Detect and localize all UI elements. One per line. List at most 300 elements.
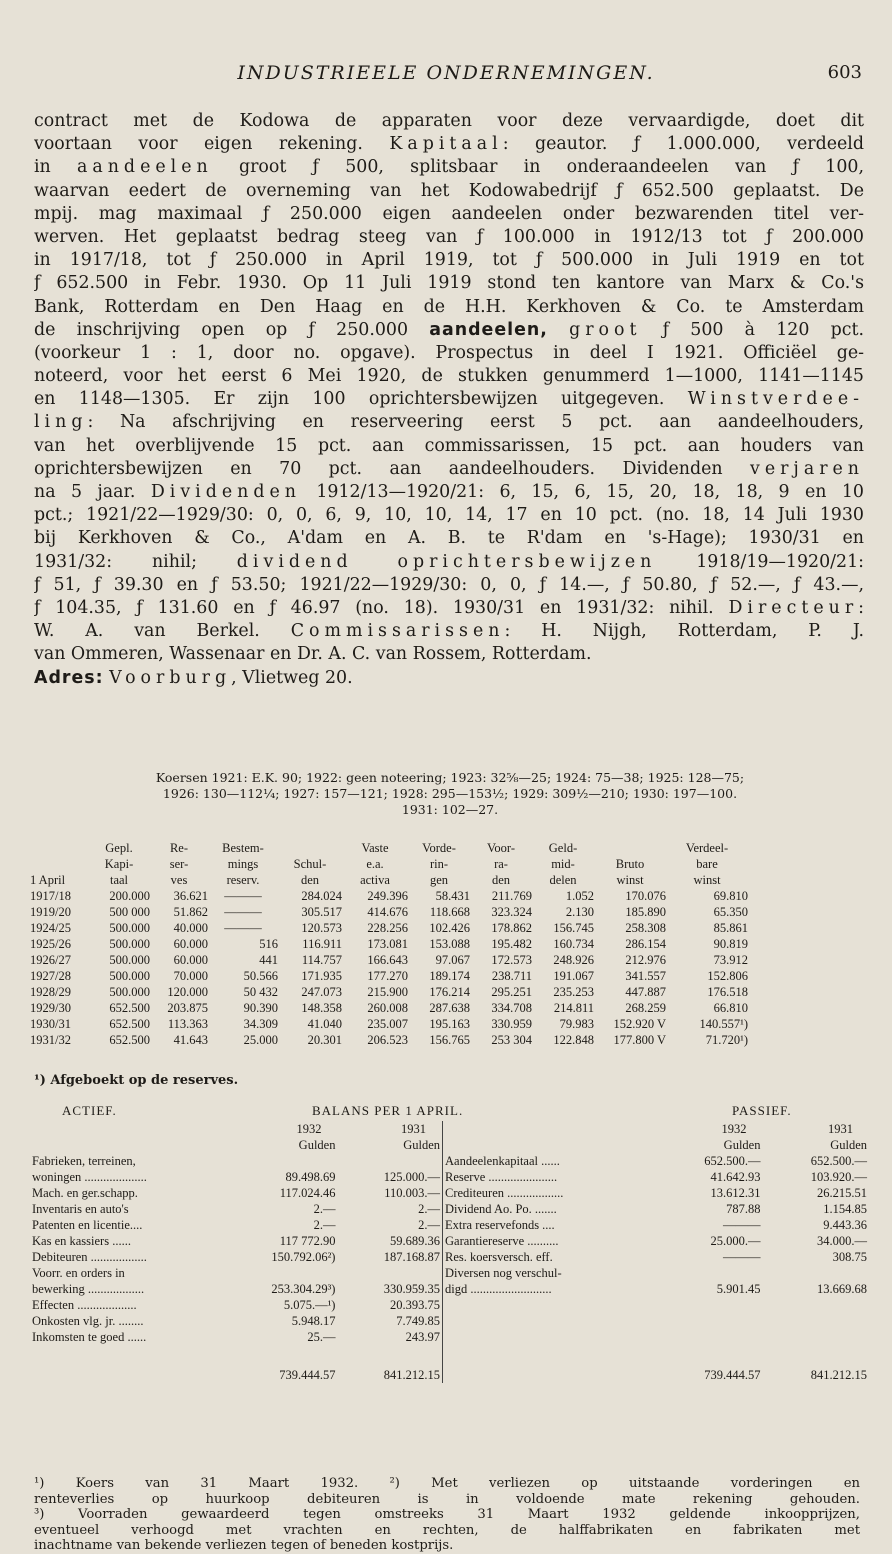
text-run: pct.; 1921/22—1929/30: 0, 0, 6, 9, 10, 10, 14, 17 en 10 pct. (no. 18, 14 Juli 1930: [34, 505, 864, 526]
header-cell: delen: [549, 873, 577, 887]
text-run: [548, 320, 569, 340]
balance-item-label: Debiteuren ..................: [32, 1250, 147, 1264]
value-cell: 185.890: [625, 905, 666, 919]
actief-title: ACTIEF.: [62, 1103, 117, 1118]
balance-value: 89.498.69: [285, 1170, 336, 1184]
header-cell: [30, 840, 88, 856]
body-line: [34, 319, 864, 342]
year-cell: 1931/32: [30, 1033, 71, 1047]
table-row: [443, 1201, 867, 1217]
value-cell: 152.920 V: [613, 1017, 666, 1031]
value-cell: 214.811: [553, 1001, 594, 1015]
spaced-keyword: groot: [569, 319, 642, 340]
value-cell: 160.734: [553, 937, 594, 951]
value-cell: 195.482: [491, 937, 532, 951]
body-line: [34, 133, 864, 156]
value-cell: 148.358: [301, 1001, 342, 1015]
value-cell: 156.765: [429, 1033, 470, 1047]
balance-item-label: Dividend Ao. Po. .......: [445, 1202, 557, 1216]
table-row: [30, 984, 748, 1000]
header-cell: gen: [429, 873, 449, 887]
value-cell: 122.848: [553, 1033, 594, 1047]
header-cell: ves: [170, 873, 188, 887]
value-cell: 253 304: [491, 1033, 532, 1047]
balance-value: 308.75: [832, 1250, 867, 1264]
header-cell: ra-: [494, 857, 508, 871]
table-row: [443, 1281, 867, 1297]
header-cell: e.a.: [366, 857, 384, 871]
year-heading: 1932: [296, 1122, 322, 1136]
header-cell: den: [300, 873, 320, 887]
table-row: [30, 1249, 440, 1265]
value-cell: 152.806: [707, 969, 748, 983]
header-cell: activa: [360, 873, 390, 887]
header-cell: Vaste: [361, 841, 389, 855]
body-line: [34, 272, 864, 295]
balance-item-label: Diversen nog verschul-: [445, 1266, 562, 1280]
balance-total-row: [443, 1361, 867, 1383]
balance-value: 187.168.87: [383, 1250, 440, 1264]
balance-value: [229, 1265, 336, 1281]
value-cell: 120.000: [167, 985, 208, 999]
body-line: [34, 203, 864, 226]
year-heading: 1932: [721, 1122, 747, 1136]
year-heading: 1931: [828, 1122, 853, 1136]
header-cell: Geld-: [548, 841, 578, 855]
body-line: [34, 504, 864, 527]
value-cell: 71.720¹): [705, 1033, 748, 1047]
header-cell: bare: [696, 857, 718, 871]
header-cell: taal: [109, 873, 129, 887]
balance-value: 13.612.31: [710, 1186, 761, 1200]
value-cell: 58.431: [435, 889, 470, 903]
header-cell: Gepl.: [105, 841, 133, 855]
balance-value: [666, 1265, 760, 1281]
balance-total-row: [30, 1361, 440, 1383]
value-cell: 235.007: [367, 1017, 408, 1031]
header-cell: rin-: [429, 857, 449, 871]
body-line: [34, 551, 864, 574]
text-run: :: [858, 597, 864, 618]
value-cell: 140.557¹): [699, 1017, 748, 1031]
company-description: [34, 110, 864, 690]
balance-value: 7.749.85: [396, 1314, 440, 1328]
note-line: inachtname van bekende verliezen tegen of beneden kostprijs.: [34, 1538, 454, 1553]
financial-table-header-row: [30, 856, 748, 872]
table-row: [30, 920, 748, 936]
text-run: 1931/32: nihil;: [34, 551, 237, 572]
value-cell: 50 432: [243, 985, 278, 999]
balance-item-label: Kas en kassiers ......: [32, 1234, 131, 1248]
bold-keyword: Adres:: [34, 667, 104, 688]
value-cell: 25.000: [243, 1033, 278, 1047]
table-row: [443, 1169, 867, 1185]
page-header: [0, 60, 892, 88]
table-row: [30, 1313, 440, 1329]
text-run: de inschrijving open op ƒ 250.000: [34, 319, 430, 340]
table-row: [30, 1265, 440, 1281]
body-line: [34, 667, 864, 690]
header-cell: winst: [616, 873, 644, 887]
body-line: [34, 249, 864, 272]
financial-table-header-row: [30, 840, 748, 856]
value-cell: 73.912: [713, 953, 748, 967]
koersen-block: [40, 770, 860, 818]
balance-value: 253.304.29³): [271, 1282, 336, 1296]
value-cell: 170.076: [625, 889, 666, 903]
header-cell: Bruto: [615, 857, 645, 871]
spaced-keyword: ling: [34, 412, 88, 433]
table-row: [30, 1281, 440, 1297]
financial-table-header-row: [30, 872, 748, 888]
header-cell: 1 April: [30, 873, 66, 887]
value-cell: 176.518: [707, 985, 748, 999]
note-line: ¹) Koers van 31 Maart 1932. ²) Met verliezen op uitstaande vorderingen en: [34, 1476, 860, 1491]
balance-value: 2.—: [418, 1202, 440, 1216]
value-cell: 305.517: [301, 905, 342, 919]
balance-item-label: bewerking ..................: [32, 1282, 145, 1296]
value-cell: 36.621: [173, 889, 208, 903]
balance-value: ———: [722, 1218, 761, 1232]
value-cell: 156.745: [553, 921, 594, 935]
balance-value: 2.—: [418, 1218, 440, 1232]
text-run: , Vlietweg 20.: [231, 667, 353, 688]
body-line: [34, 156, 864, 179]
balance-value: 117.024.46: [279, 1186, 336, 1200]
spacer-row: [443, 1329, 867, 1345]
balance-title: BALANS PER 1 APRIL.: [312, 1103, 464, 1118]
value-cell: 500.000: [109, 969, 150, 983]
text-run: oprichtersbewijzen en 70 pct. aan aandeelhouders. Dividenden: [34, 458, 750, 479]
value-cell: ———: [224, 921, 262, 935]
balance-value: 125.000.—: [383, 1170, 440, 1184]
spacer-row: [443, 1345, 867, 1361]
spacer-row: [443, 1297, 867, 1313]
year-heading: 1931: [401, 1122, 426, 1136]
balance-value: [335, 1265, 440, 1281]
text-run: waarvan eedert de overneming van het Kodowabedrijf ƒ 652.500 geplaatst. De: [34, 180, 864, 201]
note-line: eventueel verhoogd met vrachten en rechten, de halffabrikaten en fabrikaten met: [34, 1522, 860, 1538]
body-line: [34, 388, 864, 411]
value-cell: 2.130: [565, 905, 594, 919]
value-cell: 260.008: [367, 1001, 408, 1015]
unit-heading: Gulden: [403, 1138, 440, 1152]
table-row: [30, 1185, 440, 1201]
value-cell: 166.643: [367, 953, 408, 967]
value-cell: 191.067: [553, 969, 594, 983]
balance-notes: [34, 1476, 860, 1554]
balance-value: 150.792.06²): [271, 1250, 336, 1264]
year-cell: 1924/25: [30, 921, 71, 935]
header-cell: Kapi-: [104, 857, 134, 871]
balance-total: 841.212.15: [383, 1368, 440, 1382]
header-cell: [278, 840, 342, 856]
text-run: in 1917/18, tot ƒ 250.000 in April 1919, tot ƒ 500.000 in Juli 1919 en tot: [34, 250, 864, 271]
balance-value: 20.393.75: [390, 1298, 440, 1312]
bold-keyword: aandeelen,: [429, 319, 548, 340]
year-cell: 1925/26: [30, 937, 71, 951]
text-run: : Na afschrijving en reserveering eerst 5 pct. aan aandeelhouders,: [87, 412, 864, 433]
value-cell: 414.676: [367, 905, 408, 919]
balance-actief: [30, 1121, 440, 1383]
header-cell: Re-: [169, 841, 189, 855]
spaced-keyword: Kapitaal: [389, 134, 503, 155]
value-cell: 50.566: [243, 969, 278, 983]
value-cell: 200.000: [109, 889, 150, 903]
year-cell: 1927/28: [30, 969, 71, 983]
value-cell: 189.174: [429, 969, 470, 983]
balance-item-label: Effecten ...................: [32, 1298, 137, 1312]
koersen-line: 1931: 102—27.: [401, 802, 499, 817]
body-line: [34, 365, 864, 388]
balance-value: 34.000.—: [817, 1234, 867, 1248]
balance-value: 5.901.45: [716, 1282, 761, 1296]
header-cell: Voor-: [487, 841, 515, 855]
balance-header: [30, 1103, 866, 1121]
balance-value: ———: [722, 1250, 761, 1264]
balance-years-row: [30, 1121, 440, 1137]
value-cell: 441: [259, 953, 278, 967]
balance-value: 1.154.85: [823, 1202, 867, 1216]
value-cell: 286.154: [625, 937, 666, 951]
value-cell: 652.500: [109, 1017, 150, 1031]
table-row: [30, 968, 748, 984]
value-cell: 66.810: [713, 1001, 748, 1015]
balance-value: [760, 1265, 867, 1281]
unit-heading: Gulden: [298, 1138, 336, 1152]
unit-heading: Gulden: [723, 1138, 761, 1152]
running-title: INDUSTRIEELE ONDERNEMINGEN.: [237, 62, 655, 84]
value-cell: 153.088: [429, 937, 470, 951]
value-cell: 249.396: [367, 889, 408, 903]
header-cell: winst: [693, 873, 721, 887]
value-cell: 500.000: [109, 953, 150, 967]
text-run: mpij. mag maximaal ƒ 250.000 eigen aandeelen onder bezwarenden titel ver-: [34, 203, 864, 224]
value-cell: 447.887: [625, 985, 666, 999]
balance-item-label: Crediteuren ..................: [445, 1186, 564, 1200]
body-line: [34, 481, 864, 504]
header-cell: reserv.: [226, 873, 260, 887]
spaced-keyword: Winstverdee-: [687, 389, 864, 410]
value-cell: 60.000: [173, 937, 208, 951]
balance-value: 59.689.36: [390, 1234, 440, 1248]
value-cell: 203.875: [167, 1001, 208, 1015]
year-cell: 1917/18: [30, 889, 71, 903]
spaced-keyword: Dividenden: [150, 482, 301, 502]
text-run: Bank, Rotterdam en Den Haag en de H.H. Kerkhoven & Co. te Amsterdam: [34, 296, 864, 317]
value-cell: 172.573: [491, 953, 532, 967]
text-run: noteerd, voor het eerst 6 Mei 1920, de stukken genummerd 1—1000, 1141—1145: [34, 366, 864, 387]
spaced-keyword: Commissarissen: [290, 621, 505, 642]
value-cell: 235.253: [553, 985, 594, 999]
value-cell: 113.363: [167, 1017, 208, 1031]
balance-item-label: Inventaris en auto's: [32, 1202, 129, 1216]
year-cell: 1928/29: [30, 985, 71, 999]
table-row: [30, 1217, 440, 1233]
balance-item-label: Inkomsten te goed ......: [32, 1330, 147, 1344]
table-row: [30, 888, 748, 904]
body-line: [34, 620, 864, 643]
text-run: van Ommeren, Wassenaar en Dr. A. C. van Rossem, Rotterdam.: [34, 644, 592, 665]
value-cell: 341.557: [625, 969, 666, 983]
text-run: groot ƒ 500, splitsbaar in onderaandeelen van ƒ 100,: [212, 157, 864, 178]
financial-table: [30, 840, 748, 1048]
balance-value: 25.000.—: [710, 1234, 761, 1248]
spaced-keyword: dividend oprichtersbewijzen: [236, 551, 657, 572]
balance-value: 25.—: [307, 1330, 336, 1344]
value-cell: 212.976: [625, 953, 666, 967]
value-cell: 215.900: [367, 985, 408, 999]
actief-table: [30, 1121, 440, 1383]
balance-value: 2.—: [313, 1218, 336, 1232]
balance-value: 2.—: [313, 1202, 336, 1216]
balance-value: 41.642.93: [710, 1170, 761, 1184]
balance-value: [335, 1153, 440, 1169]
header-cell: mid-: [551, 857, 575, 871]
value-cell: 114.757: [301, 953, 342, 967]
value-cell: 238.711: [491, 969, 532, 983]
balance-item-label: Extra reservefonds ....: [445, 1218, 555, 1232]
passief-title: PASSIEF.: [732, 1103, 792, 1118]
body-line: [34, 296, 864, 319]
header-cell: Bestem-: [222, 841, 264, 855]
spaced-keyword: verjaren: [750, 458, 864, 479]
text-run: : geautor. ƒ 1.000.000, verdeeld: [502, 134, 864, 155]
value-cell: 206.523: [367, 1033, 408, 1047]
table-row: [30, 1201, 440, 1217]
table-row: [443, 1217, 867, 1233]
text-run: ƒ 104.35, ƒ 131.60 en ƒ 46.97 (no. 18). 1930/31 en 1931/32: nihil.: [34, 597, 729, 618]
page-number: 603: [827, 62, 862, 83]
balance-years-row: [443, 1121, 867, 1137]
balance-item-label: Aandeelenkapitaal ......: [445, 1154, 560, 1168]
balance-sheet: [30, 1103, 867, 1382]
balance-value: 5.948.17: [291, 1314, 336, 1328]
balance-total: 739.444.57: [704, 1368, 761, 1382]
body-line: [34, 411, 864, 434]
value-cell: 195.163: [429, 1017, 470, 1031]
year-cell: 1926/27: [30, 953, 71, 967]
value-cell: 323.324: [491, 905, 532, 919]
balance-value: 117 772.90: [279, 1234, 336, 1248]
body-line: [34, 226, 864, 249]
value-cell: 97.067: [435, 953, 470, 967]
value-cell: 500.000: [109, 985, 150, 999]
table-row: [443, 1185, 867, 1201]
body-line: [34, 458, 864, 481]
balance-item-label: Reserve ......................: [445, 1170, 558, 1184]
koersen-line: Koersen 1921: E.K. 90; 1922: geen noteering; 1923: 32⅝—25; 1924: 75—38; 1925: 128—75;: [155, 770, 745, 785]
balance-value: 9.443.36: [823, 1218, 867, 1232]
body-line: [34, 180, 864, 203]
body-line: [34, 597, 864, 620]
value-cell: 500 000: [109, 905, 150, 919]
value-cell: 60.000: [173, 953, 208, 967]
text-run: in: [34, 157, 77, 178]
balance-item-label: Garantiereserve ..........: [445, 1234, 559, 1248]
header-cell: den: [491, 873, 511, 887]
note-line: renteverlies op huurkoop debiteuren is in voldoende mate rekening gehouden.: [34, 1491, 860, 1507]
table-row: [30, 1169, 440, 1185]
table-row: [443, 1249, 867, 1265]
value-cell: 652.500: [109, 1001, 150, 1015]
text-run: werven. Het geplaatst bedrag steeg van ƒ 100.000 in 1912/13 tot ƒ 200.000: [34, 226, 864, 247]
value-cell: 177.270: [367, 969, 408, 983]
value-cell: 211.769: [491, 889, 532, 903]
header-cell: Vorde-: [422, 841, 456, 855]
text-run: contract met de Kodowa de apparaten voor deze vervaardigde, doet dit: [34, 111, 864, 131]
body-line: [34, 110, 864, 133]
spacer-row: [30, 1345, 440, 1361]
value-cell: 1.052: [565, 889, 594, 903]
value-cell: 652.500: [109, 1033, 150, 1047]
text-run: W. A. van Berkel.: [34, 621, 291, 642]
table-row: [30, 1329, 440, 1345]
spaced-keyword: aandeelen: [77, 157, 213, 178]
spaced-keyword: Directeur: [728, 597, 859, 618]
value-cell: 228.256: [367, 921, 408, 935]
value-cell: 51.862: [173, 905, 208, 919]
balance-item-label: digd ..........................: [445, 1282, 552, 1296]
value-cell: 330.959: [491, 1017, 532, 1031]
table-row: [30, 1032, 748, 1048]
balance-value: 652.500.—: [810, 1154, 867, 1168]
value-cell: 516: [259, 937, 278, 951]
body-line: [34, 342, 864, 365]
text-run: (voorkeur 1 : 1, door no. opgave). Prospectus in deel I 1921. Officiëel ge-: [34, 342, 864, 363]
value-cell: 173.081: [367, 937, 408, 951]
balance-value: 26.215.51: [817, 1186, 867, 1200]
koersen-line: 1926: 130—112¼; 1927: 157—121; 1928: 295—153½; 1929: 309½—210; 1930: 197—100.: [162, 786, 738, 801]
text-run: ƒ 51, ƒ 39.30 en ƒ 53.50; 1921/22—1929/30: 0, 0, ƒ 14.—, ƒ 50.80, ƒ 52.—, ƒ 43.—,: [34, 574, 864, 595]
balance-item-label: Voorr. en orders in: [32, 1266, 125, 1280]
value-cell: 102.426: [429, 921, 470, 935]
value-cell: 79.983: [559, 1017, 594, 1031]
financial-table-footnote: ¹) Afgeboekt op de reserves.: [34, 1073, 239, 1088]
value-cell: ———: [224, 889, 262, 903]
value-cell: 118.668: [429, 905, 470, 919]
value-cell: 85.861: [713, 921, 748, 935]
value-cell: 248.926: [553, 953, 594, 967]
value-cell: 500.000: [109, 921, 150, 935]
text-run: 1912/13—1920/21: 6, 15, 6, 15, 20, 18, 18, 9 en 10: [300, 482, 864, 502]
header-cell: Verdeel-: [685, 841, 729, 855]
balance-item-label: Mach. en ger.schapp.: [32, 1186, 138, 1200]
text-run: bij Kerkhoven & Co., A'dam en A. B. te R'dam en 's-Hage); 1930/31 en: [34, 528, 864, 549]
balance-value: [229, 1153, 336, 1169]
header-cell: [30, 856, 88, 872]
value-cell: 70.000: [173, 969, 208, 983]
balance-value: 787.88: [726, 1202, 761, 1216]
table-row: [30, 1153, 440, 1169]
table-row: [30, 1000, 748, 1016]
text-run: 1918/19—1920/21:: [656, 551, 864, 572]
value-cell: 334.708: [491, 1001, 532, 1015]
note-line: ³) Voorraden gewaardeerd tegen omstreeks 31 Maart 1932 geldende inkoopprijzen,: [34, 1507, 860, 1522]
year-cell: 1919/20: [30, 905, 71, 919]
value-cell: 171.935: [301, 969, 342, 983]
value-cell: 500.000: [109, 937, 150, 951]
body-line: [34, 643, 864, 666]
body-line: [34, 527, 864, 550]
value-cell: ———: [224, 905, 262, 919]
header-cell: Schul-: [293, 857, 327, 871]
body-line: [34, 435, 864, 458]
value-cell: 268.259: [625, 1001, 666, 1015]
value-cell: 41.643: [173, 1033, 208, 1047]
value-cell: 20.301: [307, 1033, 342, 1047]
table-row: [30, 1297, 440, 1313]
